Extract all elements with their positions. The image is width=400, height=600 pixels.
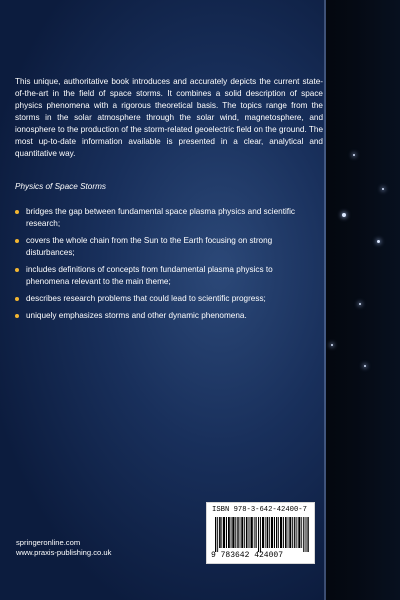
star <box>331 344 333 346</box>
star <box>364 365 366 367</box>
bullet-dot-icon <box>15 314 19 318</box>
feature-bullet <box>15 206 316 230</box>
feature-bullet <box>15 264 316 288</box>
feature-bullet <box>15 235 316 259</box>
book-title: Physics of Space Storms <box>15 182 107 191</box>
feature-text: includes definitions of concepts from fundamental plasma physics to phenomena relevant to the main theme; <box>26 265 273 286</box>
feature-bullet <box>15 310 316 322</box>
barcode-number: 9 783642 424007 <box>211 551 284 560</box>
feature-text: uniquely emphasizes storms and other dynamic phenomena. <box>26 311 247 320</box>
book-spine <box>326 0 400 600</box>
bullet-dot-icon <box>15 297 19 301</box>
star <box>342 213 346 217</box>
feature-text: describes research problems that could lead to scientific progress; <box>26 294 266 303</box>
barcode-icon <box>215 517 309 552</box>
praxis-url[interactable]: www.praxis-publishing.co.uk <box>16 548 112 557</box>
bullet-dot-icon <box>15 239 19 243</box>
star <box>377 240 380 243</box>
bullet-dot-icon <box>15 268 19 272</box>
springer-url[interactable]: springeronline.com <box>16 538 81 547</box>
isbn-barcode <box>206 502 315 564</box>
star <box>359 303 361 305</box>
publisher-urls <box>16 538 111 558</box>
feature-text: covers the whole chain from the Sun to the Earth focusing on strong disturbances; <box>26 236 273 257</box>
feature-text: bridges the gap between fundamental space plasma physics and scientific research; <box>26 207 295 228</box>
book-description: This unique, authoritative book introduces and accurately depicts the current state-of-the-art in the field of space storms. It combines a solid description of space physics phenomena with a rigorous theoretical basis. The topics range from the storms in the solar atmosphere through the solar wind, magnetosphere, and ionosphere to the production of the storm-related geoelectric field on the ground. The most up-to-date information available is presented in a clear, analytical and quantitative way. <box>15 77 323 158</box>
feature-bullet <box>15 293 316 305</box>
isbn-label: ISBN 978-3-642-42400-7 <box>212 506 307 514</box>
bullet-dot-icon <box>15 210 19 214</box>
feature-list <box>15 206 323 322</box>
back-cover-copy <box>15 76 323 327</box>
star <box>353 154 355 156</box>
star <box>382 188 384 190</box>
